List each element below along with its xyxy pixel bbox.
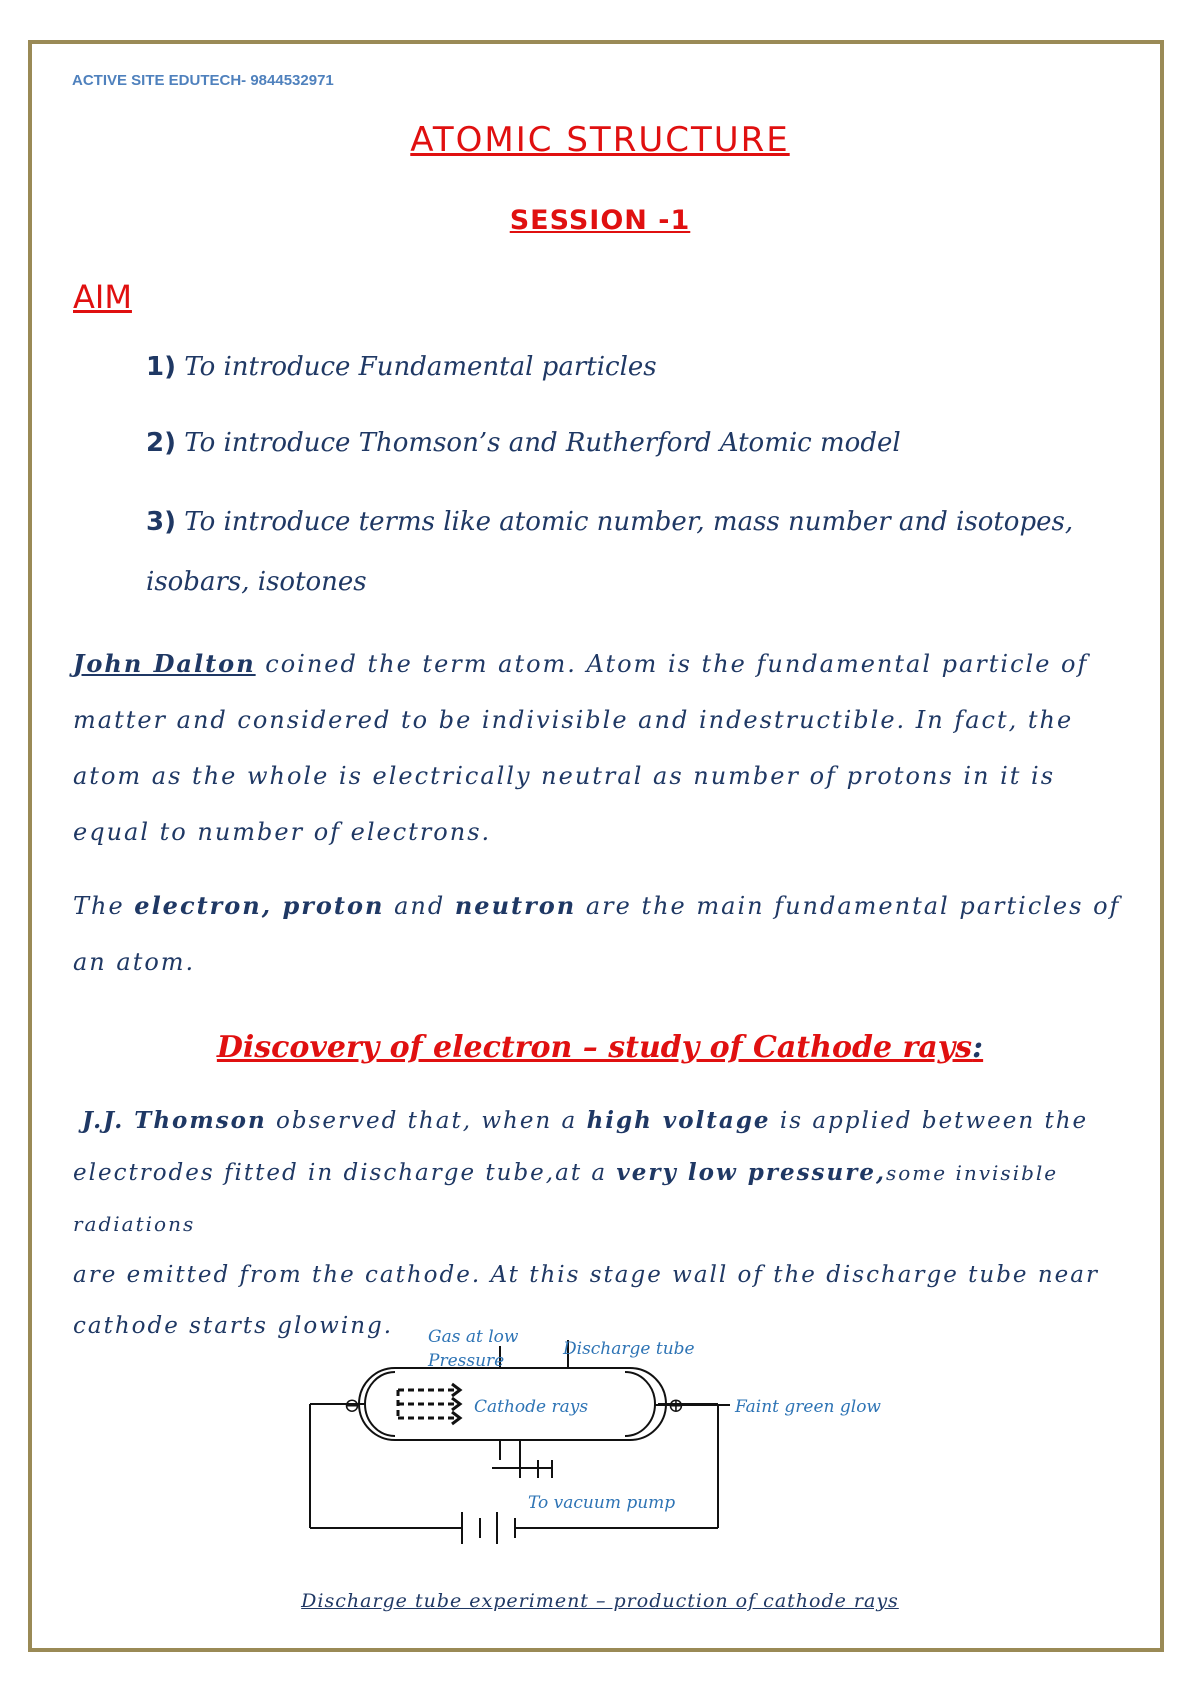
diagram-caption: Discharge tube experiment – production of cathode rays <box>301 1590 899 1612</box>
particles-line2: an atom. <box>73 948 196 976</box>
thomson-low-pressure: very low pressure, <box>616 1159 886 1186</box>
aim-text: isobars, isotones <box>146 567 367 597</box>
aim-number: 2) <box>146 428 176 458</box>
thomson-text: is applied between the <box>770 1108 1089 1134</box>
dalton-line2: matter and considered to be indivisible and indestructible. In fact, the <box>73 706 1074 734</box>
gas-label-1: Gas at low <box>428 1327 519 1347</box>
page-title: ATOMIC STRUCTURE <box>410 120 790 160</box>
aim-item-3 <box>146 507 1073 537</box>
tube-label: Discharge tube <box>563 1339 695 1359</box>
aim-item-3-cont <box>146 567 367 597</box>
particles-post: are the main fundamental particles of <box>576 892 1121 920</box>
aim-item-1 <box>146 352 657 382</box>
dalton-line1: coined the term atom. Atom is the fundamental particle of <box>255 650 1089 678</box>
aim-text: To introduce terms like atomic number, mass number and isotopes, <box>184 507 1074 537</box>
discovery-heading <box>0 1030 1200 1065</box>
aim-number: 3) <box>146 507 176 537</box>
thomson-line4: cathode starts glowing. <box>73 1313 394 1339</box>
particles-electron: electron, proton <box>134 891 385 920</box>
particles-neutron: neutron <box>454 891 577 920</box>
thomson-text: observed that, when a <box>266 1108 587 1134</box>
dalton-paragraph <box>73 636 1133 860</box>
minus-terminal: ⊖ <box>343 1393 361 1417</box>
plus-terminal: ⊕ <box>667 1393 685 1417</box>
aim-text: To introduce Fundamental particles <box>184 352 657 382</box>
glow-label: Faint green glow <box>735 1397 881 1417</box>
aim-heading: AIM <box>73 278 132 316</box>
aim-text: To introduce Thomson’s and Rutherford Atomic model <box>184 428 901 458</box>
thomson-text: some invisible radiations <box>73 1161 1059 1236</box>
pump-label: To vacuum pump <box>528 1493 676 1513</box>
header-text: ACTIVE SITE EDUTECH- 9844532971 <box>72 72 334 89</box>
thomson-text: electrodes fitted in discharge tube,at a <box>73 1160 617 1186</box>
dalton-name: John Dalton <box>73 649 256 678</box>
discovery-colon: : <box>972 1030 984 1065</box>
particles-mid: and <box>384 892 455 920</box>
thomson-name: J.J. Thomson <box>82 1107 267 1134</box>
aim-number: 1) <box>146 352 176 382</box>
gas-label-2: Pressure <box>428 1351 505 1371</box>
dalton-line4: equal to number of electrons. <box>73 818 492 846</box>
discovery-heading-text: Discovery of electron – study of Cathode rays <box>216 1030 973 1065</box>
anode-plate <box>625 1372 655 1436</box>
particles-pre: The <box>73 892 135 920</box>
aim-item-2 <box>146 428 901 458</box>
dalton-line3: atom as the whole is electrically neutral as number of protons in it is <box>73 762 1056 790</box>
thomson-line3: are emitted from the cathode. At this stage wall of the discharge tube near <box>73 1262 1099 1288</box>
rays-label: Cathode rays <box>474 1397 589 1417</box>
discharge-tube-diagram <box>0 1320 1200 1580</box>
session-label: SESSION -1 <box>509 205 691 236</box>
particles-paragraph <box>73 878 1133 990</box>
cathode-rays <box>398 1390 458 1418</box>
thomson-high-voltage: high voltage <box>586 1107 771 1134</box>
thomson-paragraph <box>73 1095 1142 1352</box>
cathode-plate <box>365 1372 395 1436</box>
